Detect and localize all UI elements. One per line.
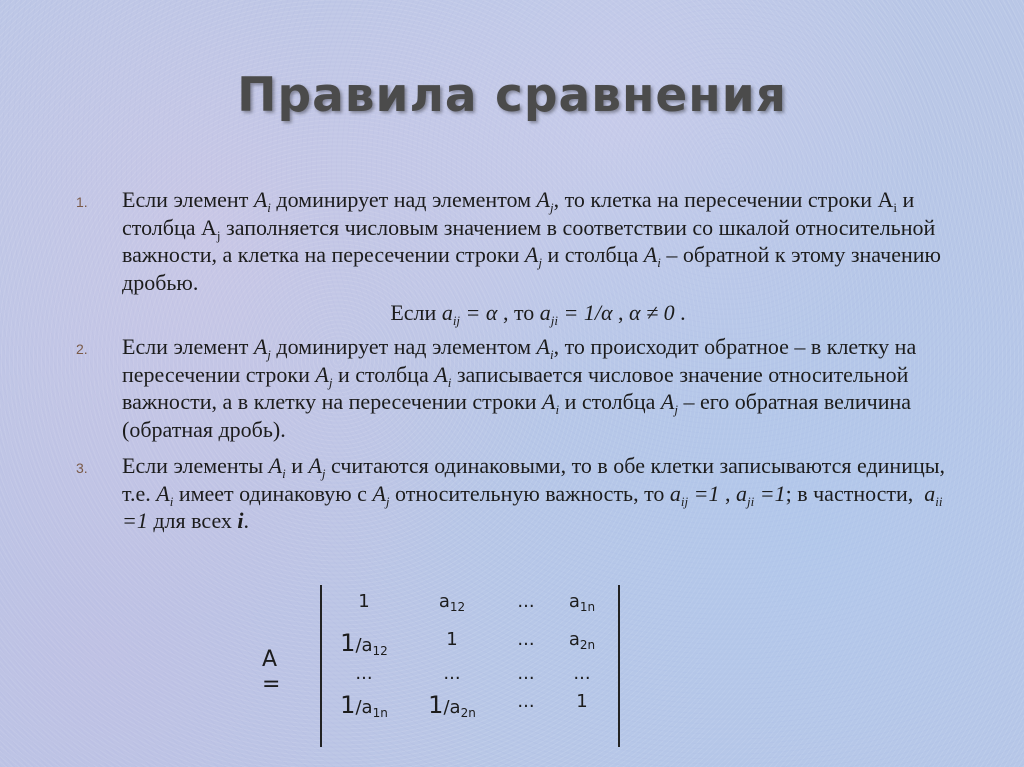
- matrix-cell: 1: [446, 629, 458, 650]
- matrix-cell: 1: [358, 591, 370, 612]
- formula: Если $a_{ij} = \alpha$ , то $a_{ji} = 1/\alpha$ , α ≠ 0 .: [390, 300, 686, 328]
- list-number: 2.: [76, 341, 88, 357]
- matrix-cell: 1: [576, 691, 588, 712]
- matrix-cell: ...: [443, 663, 461, 684]
- rule-3: 3. Если элементы $A_i$ и $A_j$ считаются одинаковыми, то в обе клетки записываются единицы, т.е. $A_i$ имеет одинаковую с $A_j$ относительную важность, то $a_{ij} =1$ , $a_{ji} =1$; в частности, $a_{ii} =1$ для всех i.: [76, 453, 946, 533]
- matrix-cell: ...: [517, 629, 535, 650]
- matrix-cell: $1/a_{12}$: [340, 629, 388, 658]
- matrix-label: A =: [262, 647, 281, 697]
- matrix-cell: ...: [517, 691, 535, 712]
- slide-title: Правила сравнения: [237, 68, 787, 123]
- matrix-cell: $1/a_{2n}$: [428, 691, 476, 720]
- matrix-cell: $a_{1n}$: [568, 591, 596, 614]
- matrix-cell: $a_{2n}$: [568, 629, 596, 652]
- rule-2: 2. Если элемент $A_j$ доминирует над элементом $A_i$, то происходит обратное – в клетку на пересечении строки $A_j$ и столбца $A_i$ записывается числовое значение относительной важности, а в клетку на пересечении строки $A_i$ и столбца $A_j$ – его обратная величина (обратная дробь).: [76, 334, 917, 442]
- matrix-left-bar: [320, 585, 322, 747]
- list-number: 1.: [76, 194, 88, 210]
- rules-list: [70, 186, 950, 535]
- matrix-cell: ...: [573, 663, 591, 684]
- matrix-cell: ...: [517, 663, 535, 684]
- matrix-cell: $1/a_{1n}$: [340, 691, 388, 720]
- matrix-cell: ...: [517, 591, 535, 612]
- matrix-cell: ...: [355, 663, 373, 684]
- matrix-cell: $a_{12}$: [438, 591, 466, 614]
- rule-1: 1. Если элемент $A_i$ доминирует над элементом $A_j$, то клетка на пересечении строки $A_i$ и столбца $A_j$ заполняется числовым значением в соответствии со шкалой относительной важности, а клетка на пересечении строки $A_j$ и столбца $A_i$ – обратной к этому значению дробью.: [76, 187, 941, 295]
- list-number: 3.: [76, 460, 88, 476]
